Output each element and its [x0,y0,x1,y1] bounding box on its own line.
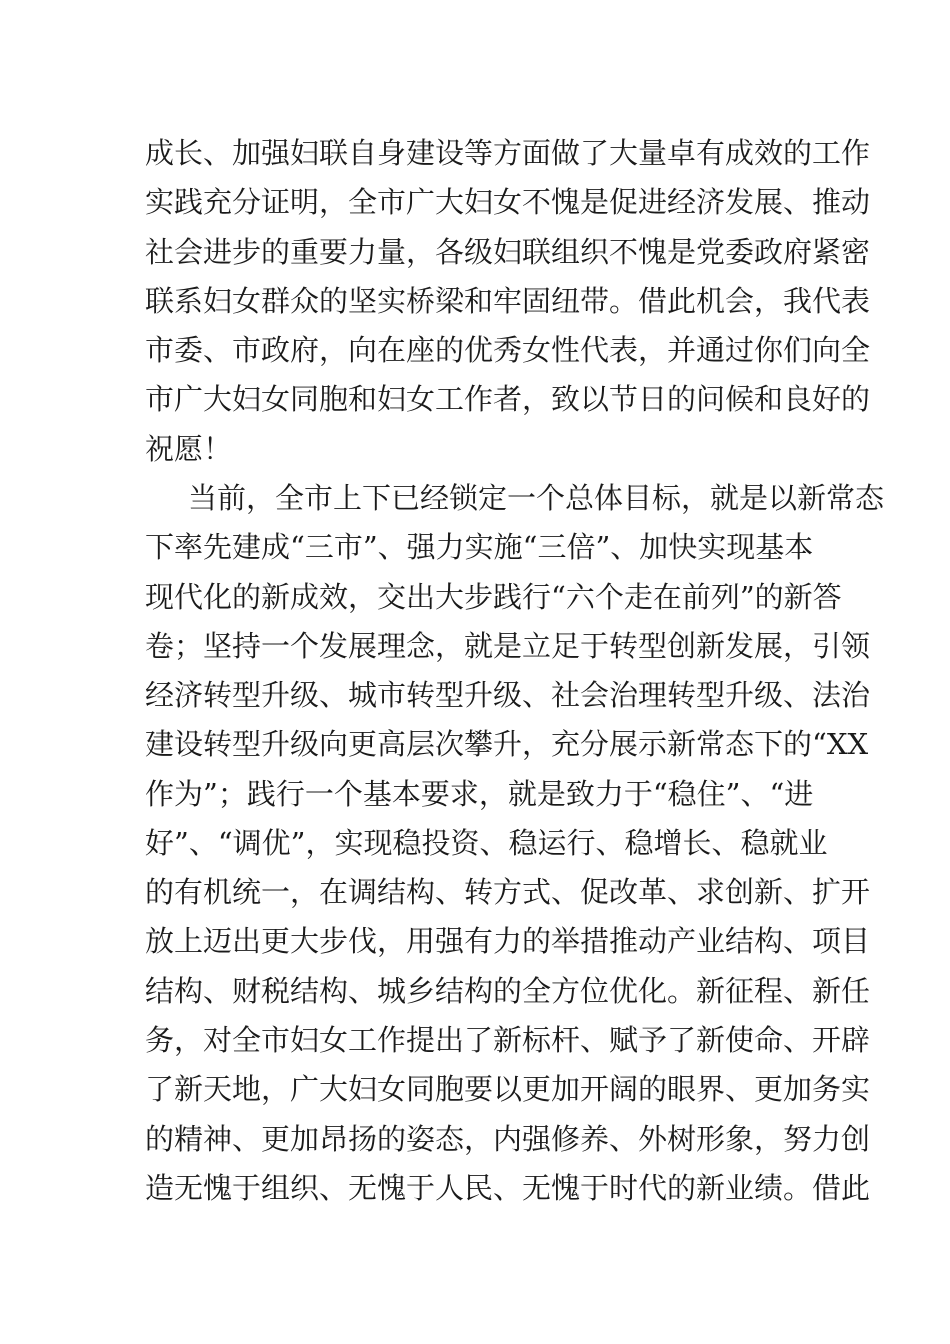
text-line: 联系妇女群众的坚实桥梁和牢固纽带。借此机会，我代表 [145,284,871,318]
text-line: 放上迈出更大步伐，用强有力的举措推动产业结构、项目 [145,924,871,958]
text-line: 市广大妇女同胞和妇女工作者，致以节日的问候和良好的 [145,382,871,416]
text-line: 成长、加强妇联自身建设等方面做了大量卓有成效的工作 [145,136,871,170]
text-line: 社会进步的重要力量，各级妇联组织不愧是党委政府紧密 [145,235,871,269]
text-line: 建设转型升级向更高层次攀升，充分展示新常态下的“XX [145,727,869,761]
text-line: 卷；坚持一个发展理念，就是立足于转型创新发展，引领 [145,629,871,663]
text-line: 好”、“调优”，实现稳投资、稳运行、稳增长、稳就业 [145,826,828,860]
text-line: 的有机统一，在调结构、转方式、促改革、求创新、扩开 [145,875,871,909]
text-line: 作为”；践行一个基本要求，就是致力于“稳住”、“进 [145,777,814,811]
text-line: 了新天地，广大妇女同胞要以更加开阔的眼界、更加务实 [145,1072,871,1106]
text-line: 结构、财税结构、城乡结构的全方位优化。新征程、新任 [145,974,871,1008]
text-line: 祝愿！ [145,432,233,466]
text-line: 务，对全市妇女工作提出了新标杆、赋予了新使命、开辟 [145,1023,871,1057]
text-line: 造无愧于组织、无愧于人民、无愧于时代的新业绩。借此 [145,1171,871,1205]
paragraph-first-line: 当前，全市上下已经锁定一个总体目标，就是以新常态 [188,481,885,515]
text-line: 经济转型升级、城市转型升级、社会治理转型升级、法治 [145,678,871,712]
text-line: 的精神、更加昂扬的姿态，内强修养、外树形象，努力创 [145,1122,871,1156]
text-line: 市委、市政府，向在座的优秀女性代表，并通过你们向全 [145,333,871,367]
text-line: 下率先建成“三市”、强力实施“三倍”、加快实现基本 [145,530,814,564]
text-line: 现代化的新成效，交出大步践行“六个走在前列”的新答 [145,580,842,614]
text-line: 实践充分证明，全市广大妇女不愧是促进经济发展、推动 [145,185,871,219]
